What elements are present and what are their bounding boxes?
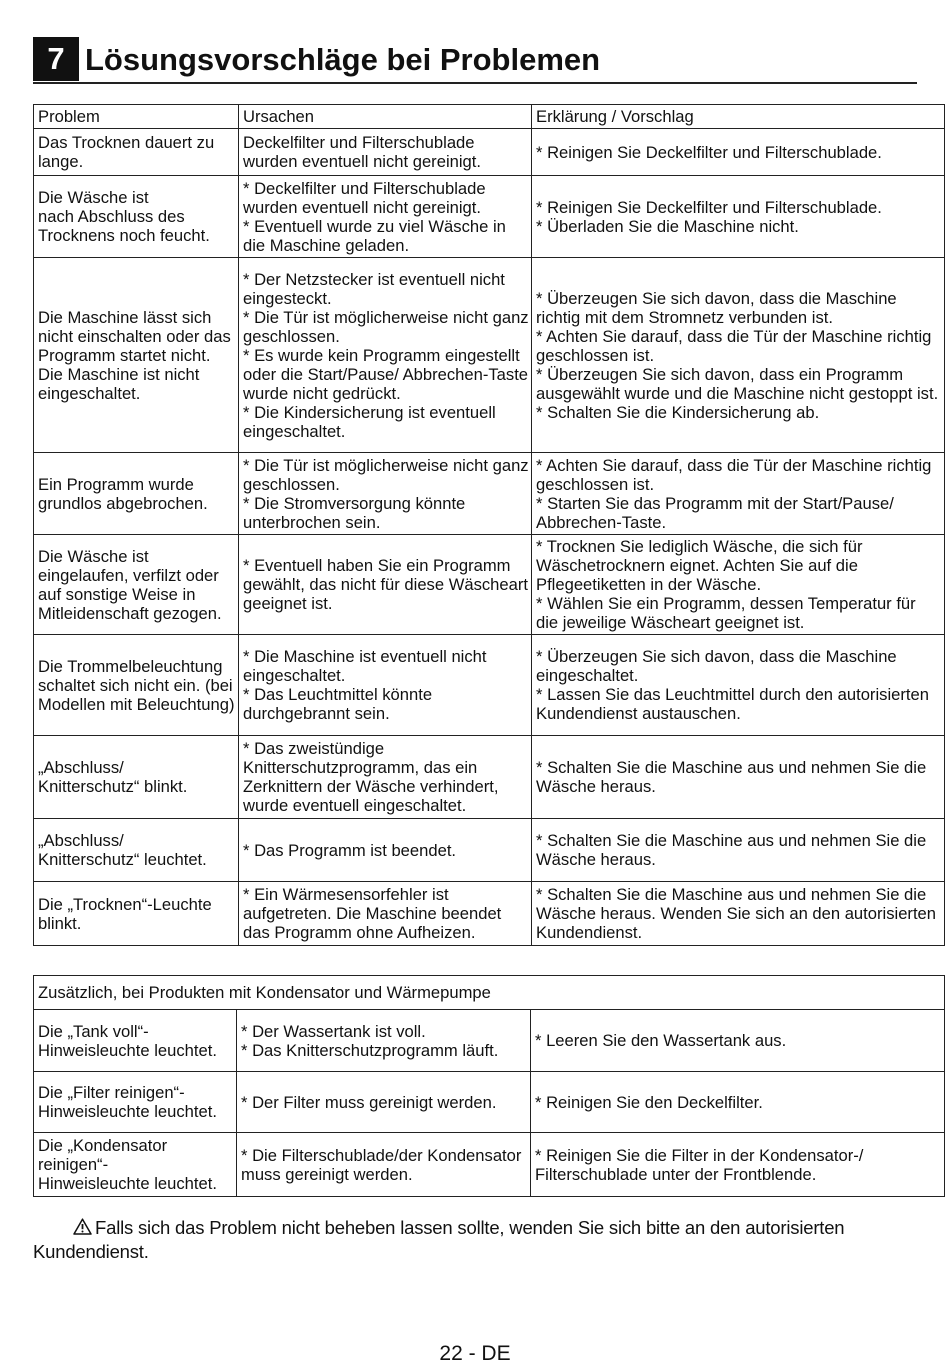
warning-note-text: Falls sich das Problem nicht beheben lassen sollte, wenden Sie sich bitte an den autorisierten Kundendienst. (33, 1217, 845, 1262)
solution-cell: * Reinigen Sie die Filter in der Kondensator-/ Filterschublade unter der Frontblende. (531, 1133, 945, 1197)
solution-cell: * Schalten Sie die Maschine aus und nehmen Sie die Wäsche heraus. (532, 819, 945, 882)
problem-cell: Die Maschine lässt sich nicht einschalten oder das Programm startet nicht. Die Maschine ist nicht eingeschaltet. (34, 258, 239, 453)
problem-cell: Das Trocknen dauert zu lange. (34, 129, 239, 176)
column-header-solution: Erklärung / Vorschlag (532, 105, 945, 129)
cause-cell: * Der Filter muss gereinigt werden. (237, 1072, 531, 1133)
condenser-table (33, 975, 945, 1197)
section-heading (33, 36, 917, 84)
solution-cell: * Überzeugen Sie sich davon, dass die Maschine richtig mit dem Stromnetz verbunden ist. * Achten Sie darauf, dass die Tür der Maschine richtig geschlossen ist. * Überzeugen Sie sich davon, dass ein Programm ausgewählt wurde und die Maschine nicht gestoppt ist. * Schalten Sie die Kindersicherung ab. (532, 258, 945, 453)
table-row (34, 535, 945, 635)
condenser-table-header: Zusätzlich, bei Produkten mit Kondensator und Wärmepumpe (34, 976, 945, 1010)
cause-cell: * Das zweistündige Knitterschutzprogramm, das ein Zerknittern der Wäsche verhindert, wurde eventuell eingeschaltet. (239, 736, 532, 819)
problem-cell: Die Wäsche ist eingelaufen, verfilzt oder auf sonstige Weise in Mitleidenschaft gezogen. (34, 535, 239, 635)
solution-cell: * Überzeugen Sie sich davon, dass die Maschine eingeschaltet. * Lassen Sie das Leuchtmittel durch den autorisierten Kundendienst austauschen. (532, 635, 945, 736)
problem-cell: Die „Tank voll“- Hinweisleuchte leuchtet. (34, 1010, 237, 1072)
solution-cell: * Reinigen Sie Deckelfilter und Filterschublade. (532, 129, 945, 176)
cause-cell: * Die Tür ist möglicherweise nicht ganz geschlossen. * Die Stromversorgung könnte unterbrochen sein. (239, 453, 532, 535)
solution-cell: * Leeren Sie den Wassertank aus. (531, 1010, 945, 1072)
solution-cell: * Reinigen Sie den Deckelfilter. (531, 1072, 945, 1133)
table-row (34, 1072, 945, 1133)
page-title: Lösungsvorschläge bei Problemen (85, 42, 601, 77)
cause-cell: * Der Wassertank ist voll. * Das Knitterschutzprogramm läuft. (237, 1010, 531, 1072)
problem-cell: „Abschluss/ Knitterschutz“ leuchtet. (34, 819, 239, 882)
problem-cell: Die „Trocknen“-Leuchte blinkt. (34, 882, 239, 946)
table-row (34, 258, 945, 453)
table-row (34, 1010, 945, 1072)
cause-cell: * Die Maschine ist eventuell nicht eingeschaltet. * Das Leuchtmittel könnte durchgebrannt sein. (239, 635, 532, 736)
table-row (34, 635, 945, 736)
problem-cell: Die „Kondensator reinigen“- Hinweisleuchte leuchtet. (34, 1133, 237, 1197)
cause-cell: Deckelfilter und Filterschublade wurden eventuell nicht gereinigt. (239, 129, 532, 176)
page-number: 22 - DE (439, 1342, 511, 1365)
cause-cell: * Ein Wärmesensorfehler ist aufgetreten. Die Maschine beendet das Programm ohne Aufheizen. (239, 882, 532, 946)
column-header-cause: Ursachen (239, 105, 532, 129)
warning-icon (73, 1216, 92, 1240)
problem-cell: Die Trommelbeleuchtung schaltet sich nicht ein. (bei Modellen mit Beleuchtung) (34, 635, 239, 736)
problem-cell: Die „Filter reinigen“- Hinweisleuchte leuchtet. (34, 1072, 237, 1133)
table-row (34, 453, 945, 535)
troubleshooting-table (33, 104, 945, 946)
table-row (34, 819, 945, 882)
solution-cell: * Reinigen Sie Deckelfilter und Filterschublade. * Überladen Sie die Maschine nicht. (532, 176, 945, 258)
problem-cell: „Abschluss/ Knitterschutz“ blinkt. (34, 736, 239, 819)
solution-cell: * Achten Sie darauf, dass die Tür der Maschine richtig geschlossen ist. * Starten Sie das Programm mit der Start/Pause/ Abbrechen-Taste. (532, 453, 945, 535)
cause-cell: * Eventuell haben Sie ein Programm gewählt, das nicht für diese Wäscheart geeignet ist. (239, 535, 532, 635)
problem-cell: Die Wäsche ist nach Abschluss des Trocknens noch feucht. (34, 176, 239, 258)
cause-cell: * Die Filterschublade/der Kondensator muss gereinigt werden. (237, 1133, 531, 1197)
table-row (34, 736, 945, 819)
table-row (34, 882, 945, 946)
solution-cell: * Schalten Sie die Maschine aus und nehmen Sie die Wäsche heraus. Wenden Sie sich an den autorisierten Kundendienst. (532, 882, 945, 946)
problem-cell: Ein Programm wurde grundlos abgebrochen. (34, 453, 239, 535)
section-number: 7 (33, 37, 79, 81)
table-header-row (34, 976, 945, 1010)
column-header-problem: Problem (34, 105, 239, 129)
table-row (34, 176, 945, 258)
solution-cell: * Schalten Sie die Maschine aus und nehmen Sie die Wäsche heraus. (532, 736, 945, 819)
solution-cell: * Trocknen Sie lediglich Wäsche, die sich für Wäschetrocknern eignet. Achten Sie auf die Pflegeetiketten in der Wäsche. * Wählen Sie ein Programm, dessen Temperatur für die jeweilige Wäscheart geeignet ist. (532, 535, 945, 635)
table-row (34, 129, 945, 176)
table-header-row (34, 105, 945, 129)
cause-cell: * Der Netzstecker ist eventuell nicht eingesteckt. * Die Tür ist möglicherweise nicht ganz geschlossen. * Es wurde kein Programm eingestellt oder die Start/Pause/ Abbrechen-Taste wurde nicht gedrückt. * Die Kindersicherung ist eventuell eingeschaltet. (239, 258, 532, 453)
cause-cell: * Deckelfilter und Filterschublade wurden eventuell nicht gereinigt. * Eventuell wurde zu viel Wäsche in die Maschine geladen. (239, 176, 532, 258)
cause-cell: * Das Programm ist beendet. (239, 819, 532, 882)
table-row (34, 1133, 945, 1197)
warning-note (33, 1216, 923, 1264)
